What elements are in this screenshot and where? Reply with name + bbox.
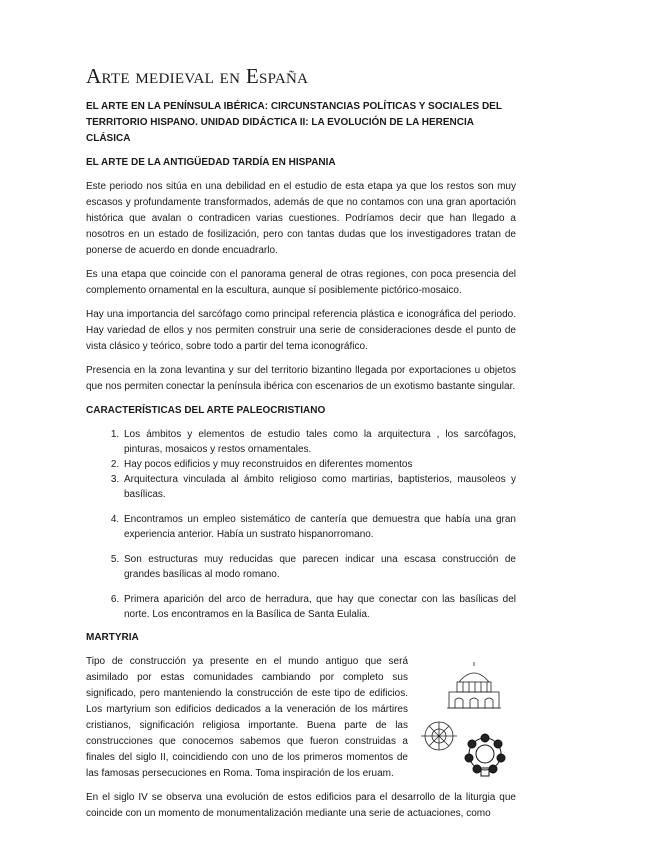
list-item: 2. Hay pocos edificios y muy reconstruidos en diferentes momentos <box>122 457 516 472</box>
paragraph-3: Hay una importancia del sarcófago como principal referencia plástica e iconográfica del periodo. Hay variedad de ellos y nos permiten construir una serie de consideraciones desde el punto de vista clásico y teórico, sobre todo a partir del tema iconográfico. <box>86 309 516 352</box>
martyria-section <box>86 654 516 782</box>
list-item: 5. Son estructuras muy reducidas que parecen indicar una escasa construcción de grandes basílicas al modo romano. <box>122 552 516 582</box>
paragraph-4: Presencia en la zona levantina y sur del territorio bizantino llegada por exportaciones u objetos que nos permiten conectar la península ibérica con escenarios de un exotismo bastante singular. <box>86 365 516 392</box>
list-item: 3. Arquitectura vinculada al ámbito religioso como martirias, baptisterios, mausoleos y basílicas. <box>122 472 516 502</box>
plan-drawing-left <box>421 722 457 750</box>
section-heading: EL ARTE EN LA PENÍNSULA IBÉRICA: CIRCUNSTANCIAS POLÍTICAS Y SOCIALES DEL TERRITORIO HISPANO. UNIDAD DIDÁCTICA II: LA EVOLUCIÓN DE LA HERENCIA CLÁSICA <box>86 101 502 144</box>
list-item: 6. Primera aparición del arco de herradura, que hay que conectar con las basílicas del norte. Los encontramos en la Basílica de Santa Eulalia. <box>122 592 516 622</box>
elevation-drawing <box>447 662 501 708</box>
paragraph-2: Es una etapa que coincide con el panorama general de otras regiones, con poca presencia del complemento ornamental en la escultura, aunque sí posiblemente pictórico-mosaico. <box>86 269 516 296</box>
subheading-antiguedad: EL ARTE DE LA ANTIGÜEDAD TARDÍA EN HISPANIA <box>86 157 336 168</box>
subheading-paleocristiano: CARACTERÍSTICAS DEL ARTE PALEOCRISTIANO <box>86 405 326 416</box>
final-paragraph: En el siglo IV se observa una evolución de estos edificios para el desarrollo de la liturgia que coincide con un momento de monumentalización mediante una serie de actuaciones, como <box>86 792 516 819</box>
martyrium-plan-illustration <box>419 660 519 780</box>
subheading-martyria: MARTYRIA <box>86 632 139 643</box>
characteristics-list <box>86 427 516 622</box>
martyria-paragraph: Tipo de construcción ya presente en el mundo antiguo que será asimilado por estas comunidades cambiando por completo sus significado, pero manteniendo la construcción de este tipo de edificios. Los martyrium son edificios dedicados a la veneración de los mártires cristianos, significación religiosa importante. Buena parte de las construcciones que conocemos sabemos que fueron construidas a finales del siglo II, coincidiendo con uno de los primeros momentos de las famosas persecuciones en Roma. Toma inspiración de los eruam. <box>86 656 408 779</box>
document-title: Arte medieval en España <box>86 64 309 88</box>
list-item: 4. Encontramos un empleo sistemático de cantería que demuestra que había una gran experiencia anterior. Había un sustrato hispanorromano. <box>122 512 516 542</box>
document-page <box>86 64 516 822</box>
paragraph-1: Este periodo nos sitúa en una debilidad en el estudio de esta etapa ya que los restos son muy escasos y profundamente transformados, además de que no contamos con una gran aportación histórica que avalan o contradicen varias cuestiones. Podríamos decir que han llegado a nosotros en un estado de fosilización, pero con tantas dudas que los investigadores tratan de ponerse de acuerdo en donde encuadrarlo. <box>86 181 516 256</box>
list-item: 1. Los ámbitos y elementos de estudio tales como la arquitectura , los sarcófagos, pinturas, mosaicos y restos ornamentales. <box>122 427 516 457</box>
plan-drawing-right <box>465 734 505 776</box>
